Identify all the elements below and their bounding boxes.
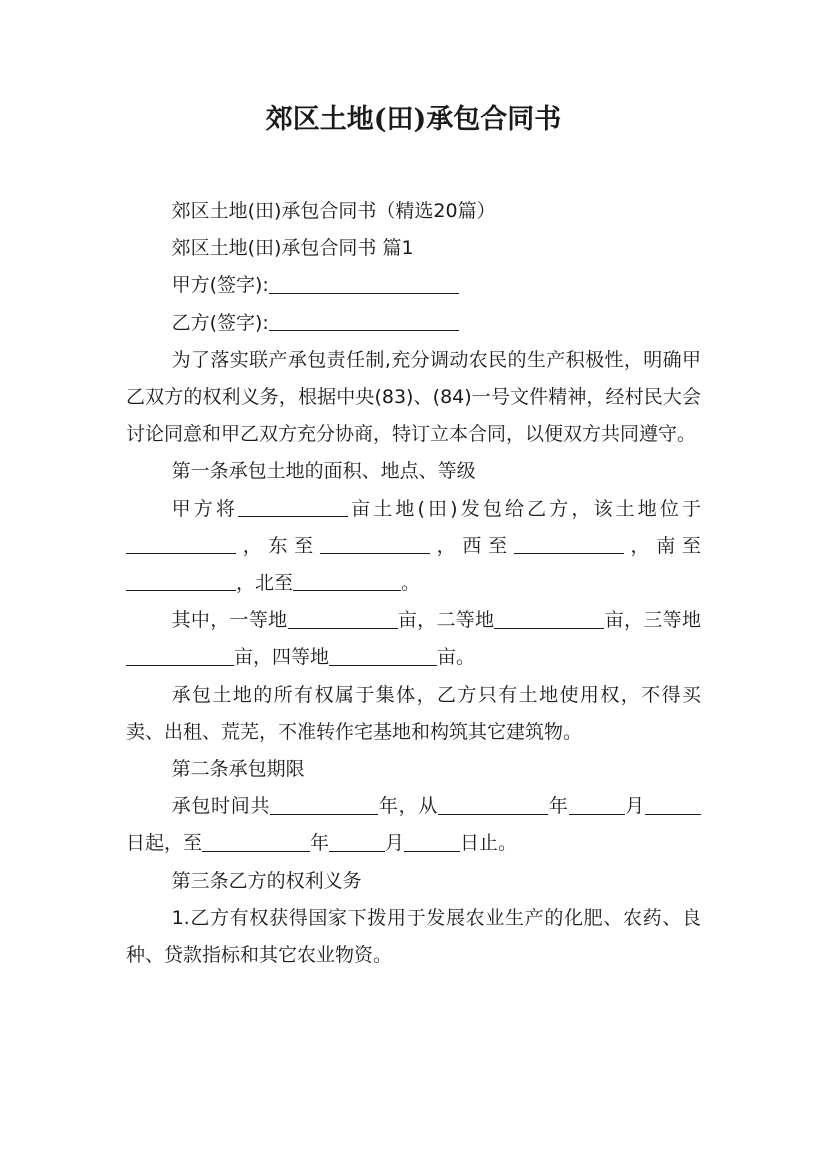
article1-grade-paragraph bbox=[126, 602, 701, 676]
text-fragment: 其中，一等地 bbox=[171, 609, 288, 632]
end-year-blank bbox=[202, 832, 310, 852]
party-a-signature-blank bbox=[269, 274, 459, 294]
party-b-signature-blank bbox=[269, 311, 459, 331]
article2-heading: 第二条承包期限 bbox=[171, 758, 305, 781]
east-blank bbox=[320, 534, 430, 554]
text-fragment: 年 bbox=[548, 795, 569, 818]
text-fragment: ，南至 bbox=[623, 534, 701, 557]
text-fragment: 月 bbox=[624, 795, 645, 818]
text-fragment: ，北至 bbox=[236, 572, 294, 595]
north-blank bbox=[293, 571, 401, 591]
text-fragment: ，东至 bbox=[236, 534, 320, 557]
start-month-blank bbox=[569, 795, 625, 815]
article1-location-paragraph bbox=[126, 491, 701, 603]
party-a-label: 甲方(签字): bbox=[171, 274, 269, 297]
text-fragment: 月 bbox=[385, 832, 405, 855]
start-year-blank bbox=[438, 795, 548, 815]
party-b-label: 乙方(签字): bbox=[171, 311, 269, 334]
article2-term-paragraph bbox=[126, 788, 701, 862]
text-fragment: 亩土地(田)发包给乙方，该土地位于 bbox=[347, 497, 701, 520]
text-fragment: 日起，至 bbox=[126, 832, 203, 855]
article1-ownership-paragraph: 承包土地的所有权属于集体，乙方只有土地使用权，不得买卖、出租、荒芜，不准转作宅基地和构筑其它建筑物。 bbox=[126, 683, 701, 743]
grade2-blank bbox=[494, 609, 604, 629]
party-a-line bbox=[126, 267, 701, 304]
text-fragment: 甲方将 bbox=[171, 497, 238, 520]
text-fragment: 日止。 bbox=[460, 832, 518, 855]
grade3-blank bbox=[126, 646, 234, 666]
end-day-blank bbox=[404, 832, 460, 852]
party-b-line bbox=[126, 305, 701, 342]
text-fragment: ，西至 bbox=[429, 534, 514, 557]
grade4-blank bbox=[329, 646, 437, 666]
document-body bbox=[126, 193, 701, 974]
article1-heading: 第一条承包土地的面积、地点、等级 bbox=[171, 460, 476, 483]
article3-item1: 1.乙方有权获得国家下拨用于发展农业生产的化肥、农药、良种、贷款指标和其它农业物资。 bbox=[126, 906, 701, 967]
area-blank bbox=[238, 497, 348, 517]
years-blank bbox=[270, 795, 378, 815]
location-blank bbox=[126, 534, 236, 554]
text-fragment: 。 bbox=[401, 572, 421, 595]
article3-heading: 第三条乙方的权利义务 bbox=[171, 869, 362, 892]
text-fragment: 年 bbox=[310, 832, 330, 855]
intro-paragraph: 为了落实联产承包责任制,充分调动农民的生产积极性，明确甲乙双方的权利义务，根据中央(83)、(84)一号文件精神，经村民大会讨论同意和甲乙双方充分协商，特订立本合同，以便双方共同遵守。 bbox=[126, 348, 701, 446]
document-title: 郊区土地(田)承包合同书 bbox=[265, 104, 562, 135]
grade1-blank bbox=[288, 609, 398, 629]
text-fragment: 亩。 bbox=[437, 646, 476, 669]
start-day-blank bbox=[645, 795, 701, 815]
south-blank bbox=[126, 571, 236, 591]
west-blank bbox=[514, 534, 624, 554]
end-month-blank bbox=[329, 832, 385, 852]
text-fragment: 承包时间共 bbox=[171, 795, 271, 818]
text-fragment: 亩，四等地 bbox=[234, 646, 330, 669]
subtitle: 郊区土地(田)承包合同书（精选20篇） bbox=[171, 200, 496, 222]
section-heading: 郊区土地(田)承包合同书 篇1 bbox=[171, 237, 414, 260]
text-fragment: 亩，二等地 bbox=[397, 609, 495, 632]
text-fragment: 年，从 bbox=[378, 795, 439, 818]
text-fragment: 亩，三等地 bbox=[604, 609, 701, 632]
